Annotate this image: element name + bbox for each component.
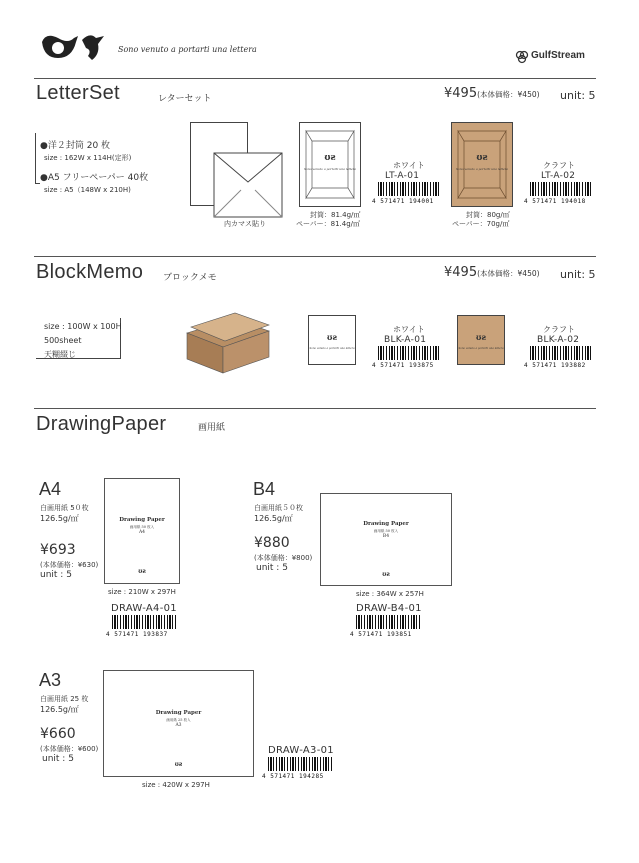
a3-barcode-number: 4 571471 194285 xyxy=(262,773,324,780)
blockmemo-white-image xyxy=(308,315,356,365)
brand-name: GulfStream xyxy=(531,50,585,61)
a3-price: ¥660 xyxy=(40,726,76,742)
letterset-white-weight-envelope: 封筒：81.4g/㎡ xyxy=(310,211,361,219)
blockmemo-illustration xyxy=(185,303,275,375)
a3-price-note: (本体価格：¥600) xyxy=(40,745,99,753)
svg-text:Sono venuto a portarti una let: Sono venuto a portarti una lettera xyxy=(455,167,509,171)
a4-barcode-number: 4 571471 193837 xyxy=(106,631,168,638)
a4-cover-title: Drawing Paper xyxy=(119,517,165,523)
a4-cover-sub: 画用紙 50 枚入 xyxy=(129,525,155,529)
a4-unit: unit : 5 xyxy=(40,570,72,580)
a3-unit: unit : 5 xyxy=(42,754,74,764)
letterset-spec1: ●洋２封筒 20 枚 xyxy=(40,141,111,151)
svg-text:Sono venuto a portarti una let: Sono venuto a portarti una lettera xyxy=(309,347,355,350)
a3-barcode xyxy=(268,757,332,771)
a3-cover-image xyxy=(103,670,254,777)
b4-price: ¥880 xyxy=(254,535,290,551)
blockmemo-white-barcode xyxy=(378,346,440,360)
b4-cover-image xyxy=(320,493,452,586)
letterset-spec2: ●A5 フリーペーパー 40枚 xyxy=(40,173,149,183)
svg-text:Sono venuto a portarti una let: Sono venuto a portarti una lettera xyxy=(458,347,504,350)
letterset-kraft-weight-envelope: 封筒：80g/㎡ xyxy=(466,211,510,219)
divider-blockmemo xyxy=(34,256,596,257)
gulfstream-logo-icon xyxy=(515,49,529,63)
letterset-subtitle: レターセット xyxy=(158,94,212,104)
blockmemo-kraft-barcode xyxy=(530,346,592,360)
divider-top xyxy=(34,78,596,79)
b4-weight: 126.5g/㎡ xyxy=(254,514,293,523)
blockmemo-white-barcode-number: 4 571471 193875 xyxy=(372,362,434,369)
svg-text:ʊƨ: ʊƨ xyxy=(327,332,337,342)
letterset-white-code: LT-A-01 xyxy=(385,171,420,181)
header-tagline: Sono venuto a portarti una lettera xyxy=(118,45,257,54)
a3-code: DRAW-A3-01 xyxy=(268,745,334,756)
a3-dimensions: size : 420W x 297H xyxy=(142,781,210,789)
letterset-kraft-weight-paper: ペーパー：70g/㎡ xyxy=(452,220,510,228)
envelope-illustration xyxy=(213,152,283,218)
blockmemo-kraft-image xyxy=(457,315,505,365)
divider-drawing xyxy=(34,408,596,409)
blockmemo-white-code: BLK-A-01 xyxy=(384,335,427,345)
letterset-kraft-code: LT-A-02 xyxy=(541,171,576,181)
letterset-kraft-barcode xyxy=(530,182,592,196)
letterset-kraft-barcode-number: 4 571471 194018 xyxy=(524,198,586,205)
a4-dimensions: size : 210W x 297H xyxy=(108,588,176,596)
letterset-title: LetterSet xyxy=(36,82,120,104)
svg-text:ʊƨ: ʊƨ xyxy=(476,153,488,163)
letterset-white-image xyxy=(299,122,361,207)
blockmemo-spec-sheets: 500sheet xyxy=(44,336,82,345)
a4-cover-image xyxy=(104,478,180,584)
a4-weight: 126.5g/㎡ xyxy=(40,514,79,523)
a4-cover-logo-icon: ʊƨ xyxy=(138,568,146,575)
letterset-white-weight-paper: ペーパー：81.4g/㎡ xyxy=(296,220,361,228)
b4-cover-logo-icon: ʊƨ xyxy=(382,571,390,578)
letterset-white-barcode xyxy=(378,182,440,196)
letterset-spec2-size: size : A5（148W x 210H) xyxy=(44,186,131,194)
letterset-white-barcode-number: 4 571471 194001 xyxy=(372,198,434,205)
b4-dimensions: size : 364W x 257H xyxy=(356,590,424,598)
drawing-subtitle: 画用紙 xyxy=(198,423,226,433)
a3-cover-sub: 画用紙 25 枚入 xyxy=(166,718,191,722)
letterset-kraft-label: クラフト xyxy=(543,161,575,170)
svg-text:ʊƨ: ʊƨ xyxy=(476,332,486,342)
blockmemo-kraft-label: クラフト xyxy=(543,325,575,334)
blockmemo-title: BlockMemo xyxy=(36,261,144,283)
b4-desc: 白画用紙５０枚 xyxy=(254,504,303,512)
a3-weight: 126.5g/㎡ xyxy=(40,705,79,714)
blockmemo-spec-size: size : 100W x 100H xyxy=(44,322,122,331)
brand-logo-horn xyxy=(38,28,108,68)
blockmemo-white-label: ホワイト xyxy=(393,325,425,334)
letterset-white-label: ホワイト xyxy=(393,161,425,170)
b4-barcode-number: 4 571471 193851 xyxy=(350,631,412,638)
blockmemo-spec-binding: 天糊綴じ xyxy=(44,350,76,359)
svg-text:Sono venuto a portarti una let: Sono venuto a portarti una lettera xyxy=(303,167,357,171)
a3-cover-size: A3 xyxy=(175,723,182,728)
a4-desc: 白画用紙 5０枚 xyxy=(40,504,89,512)
a4-barcode xyxy=(112,615,176,629)
b4-cover-title: Drawing Paper xyxy=(363,521,409,527)
letterset-unit: unit: 5 xyxy=(560,89,596,102)
letterset-price: ¥495(本体価格：¥450) xyxy=(444,86,540,101)
a3-cover-title: Drawing Paper xyxy=(155,710,202,716)
a3-cover-logo-icon: ʊƨ xyxy=(174,761,183,768)
drawing-title: DrawingPaper xyxy=(36,413,167,435)
blockmemo-kraft-code: BLK-A-02 xyxy=(537,335,580,345)
a4-size-heading: A4 xyxy=(39,479,62,499)
letterset-spec1-size: size : 162W x 114H(定形) xyxy=(44,154,132,162)
b4-code: DRAW-B4-01 xyxy=(356,603,422,614)
blockmemo-kraft-barcode-number: 4 571471 193882 xyxy=(524,362,586,369)
blockmemo-price: ¥495(本体価格：¥450) xyxy=(444,265,540,280)
letterset-kraft-image xyxy=(451,122,513,207)
a4-price: ¥693 xyxy=(40,542,76,558)
a3-desc: 白画用紙 25 枚 xyxy=(40,695,89,703)
b4-unit: unit : 5 xyxy=(256,563,288,573)
b4-cover-size: B4 xyxy=(382,534,390,539)
b4-barcode xyxy=(356,615,420,629)
a4-cover-size: A4 xyxy=(138,530,146,535)
b4-price-note: (本体価格：¥800) xyxy=(254,554,313,562)
envelope-note: 内カマス貼り xyxy=(224,220,266,228)
svg-text:ʊƨ: ʊƨ xyxy=(324,153,336,163)
b4-cover-sub: 画用紙 50 枚入 xyxy=(373,529,399,533)
b4-size-heading: B4 xyxy=(253,479,276,499)
a3-size-heading: A3 xyxy=(39,670,62,690)
blockmemo-unit: unit: 5 xyxy=(560,268,596,281)
a4-code: DRAW-A4-01 xyxy=(111,603,177,614)
a4-price-note: (本体価格：¥630) xyxy=(40,561,99,569)
blockmemo-subtitle: ブロックメモ xyxy=(163,273,217,283)
